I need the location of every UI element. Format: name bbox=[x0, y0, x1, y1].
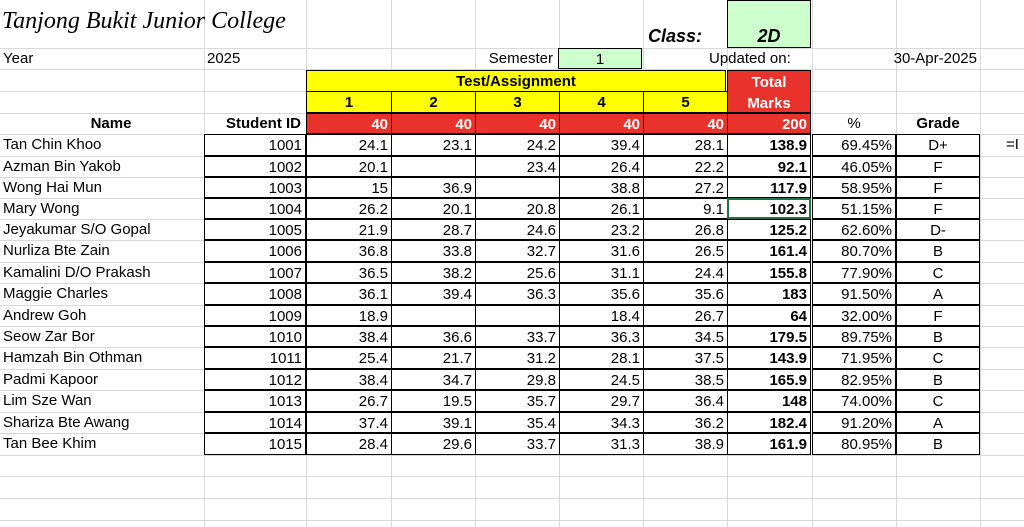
grade-cell[interactable]: B bbox=[896, 326, 980, 347]
score-cell[interactable]: 20.1 bbox=[306, 156, 392, 177]
score-cell[interactable]: 27.2 bbox=[643, 177, 728, 198]
score-cell[interactable]: 37.4 bbox=[306, 412, 392, 433]
total-marks-cell[interactable]: 165.9 bbox=[727, 369, 811, 390]
test-number-cell[interactable]: 5 bbox=[643, 91, 728, 113]
row-gridline bbox=[0, 520, 1024, 521]
score-cell[interactable]: 24.1 bbox=[306, 134, 392, 156]
percentage-cell[interactable]: 80.70% bbox=[812, 240, 896, 262]
column-gridline bbox=[980, 0, 981, 527]
score-cell[interactable]: 26.1 bbox=[559, 198, 644, 219]
score-cell[interactable]: 23.4 bbox=[475, 156, 560, 177]
max-marks-cell[interactable]: 40 bbox=[643, 113, 728, 134]
score-cell[interactable]: 36.3 bbox=[559, 326, 644, 347]
student-id-cell[interactable]: 1008 bbox=[204, 283, 306, 305]
score-cell[interactable]: 23.1 bbox=[391, 134, 476, 156]
total-marks-header[interactable] bbox=[727, 70, 811, 113]
year-label[interactable]: Year bbox=[3, 50, 34, 67]
total-marks-cell[interactable]: 138.9 bbox=[727, 134, 811, 156]
test-assignment-header[interactable]: Test/Assignment bbox=[306, 70, 726, 92]
student-id-cell[interactable]: 1003 bbox=[204, 177, 306, 198]
percentage-cell[interactable]: 51.15% bbox=[812, 198, 896, 219]
score-cell[interactable]: 31.1 bbox=[559, 262, 644, 283]
score-cell[interactable]: 34.7 bbox=[391, 369, 476, 390]
score-cell[interactable]: 20.1 bbox=[391, 198, 476, 219]
student-id-cell[interactable]: 1012 bbox=[204, 369, 306, 390]
percentage-cell[interactable]: 91.50% bbox=[812, 283, 896, 305]
score-cell[interactable] bbox=[391, 305, 476, 326]
total-header-line-2: Marks bbox=[747, 95, 791, 112]
grade-cell[interactable]: C bbox=[896, 347, 980, 369]
total-marks-cell[interactable]: 182.4 bbox=[727, 412, 811, 433]
score-cell[interactable]: 24.2 bbox=[475, 134, 560, 156]
score-cell[interactable]: 36.3 bbox=[475, 283, 560, 305]
total-marks-cell[interactable]: 125.2 bbox=[727, 219, 811, 240]
student-name-cell[interactable]: Kamalini D/O Prakash bbox=[3, 264, 151, 281]
student-id-cell[interactable]: 1014 bbox=[204, 412, 306, 433]
student-name-cell[interactable]: Hamzah Bin Othman bbox=[3, 349, 143, 366]
grade-cell[interactable]: C bbox=[896, 390, 980, 412]
score-cell[interactable]: 28.7 bbox=[391, 219, 476, 240]
student-name-cell[interactable]: Nurliza Bte Zain bbox=[3, 242, 110, 259]
student-id-cell[interactable]: 1010 bbox=[204, 326, 306, 347]
student-name-cell[interactable]: Seow Zar Bor bbox=[3, 328, 95, 345]
score-cell[interactable]: 24.5 bbox=[559, 369, 644, 390]
percentage-cell[interactable]: 74.00% bbox=[812, 390, 896, 412]
score-cell[interactable] bbox=[391, 156, 476, 177]
score-cell[interactable]: 36.5 bbox=[306, 262, 392, 283]
overflow-formula-fragment[interactable]: =I bbox=[1006, 136, 1019, 153]
score-cell[interactable]: 29.6 bbox=[391, 433, 476, 455]
score-cell[interactable]: 29.7 bbox=[559, 390, 644, 412]
row-gridline bbox=[0, 498, 1024, 499]
updated-label[interactable]: Updated on: bbox=[709, 50, 791, 67]
score-cell[interactable]: 36.9 bbox=[391, 177, 476, 198]
score-cell[interactable] bbox=[475, 305, 560, 326]
student-name-cell[interactable]: Maggie Charles bbox=[3, 285, 109, 302]
score-cell[interactable]: 31.2 bbox=[475, 347, 560, 369]
grade-cell[interactable]: B bbox=[896, 240, 980, 262]
class-label[interactable]: Class: bbox=[648, 26, 703, 46]
score-cell[interactable]: 24.6 bbox=[475, 219, 560, 240]
score-cell[interactable]: 36.1 bbox=[306, 283, 392, 305]
score-cell[interactable]: 39.4 bbox=[391, 283, 476, 305]
total-header-line-1: Total bbox=[751, 74, 787, 91]
total-marks-cell[interactable]: 161.4 bbox=[727, 240, 811, 262]
percentage-cell[interactable]: 80.95% bbox=[812, 433, 896, 455]
percentage-cell[interactable]: 69.45% bbox=[812, 134, 896, 156]
total-marks-cell[interactable]: 102.3 bbox=[727, 198, 811, 219]
percent-column-header[interactable]: % bbox=[847, 115, 861, 132]
percentage-cell[interactable]: 46.05% bbox=[812, 156, 896, 177]
total-marks-cell[interactable]: 143.9 bbox=[727, 347, 811, 369]
score-cell[interactable]: 28.4 bbox=[306, 433, 392, 455]
student-name-cell[interactable]: Wong Hai Mun bbox=[3, 179, 102, 196]
student-id-cell[interactable]: 1007 bbox=[204, 262, 306, 283]
total-marks-cell[interactable]: 161.9 bbox=[727, 433, 811, 455]
student-name-cell[interactable]: Azman Bin Yakob bbox=[3, 158, 121, 175]
student-name-cell[interactable]: Jeyakumar S/O Gopal bbox=[3, 221, 151, 238]
grade-cell[interactable]: B bbox=[896, 369, 980, 390]
score-cell[interactable] bbox=[475, 177, 560, 198]
max-marks-cell[interactable]: 40 bbox=[475, 113, 560, 134]
updated-date[interactable]: 30-Apr-2025 bbox=[893, 50, 977, 67]
score-cell[interactable]: 26.8 bbox=[643, 219, 728, 240]
student-id-cell[interactable]: 1009 bbox=[204, 305, 306, 326]
student-name-cell[interactable]: Padmi Kapoor bbox=[3, 371, 99, 388]
score-cell[interactable]: 32.7 bbox=[475, 240, 560, 262]
semester-value-cell[interactable]: 1 bbox=[558, 48, 642, 69]
grade-cell[interactable]: A bbox=[896, 283, 980, 305]
total-max-cell[interactable]: 200 bbox=[727, 113, 811, 134]
student-name-cell[interactable]: Andrew Goh bbox=[3, 307, 87, 324]
percentage-cell[interactable]: 71.95% bbox=[812, 347, 896, 369]
score-cell[interactable]: 26.2 bbox=[306, 198, 392, 219]
score-cell[interactable]: 33.8 bbox=[391, 240, 476, 262]
student-name-cell[interactable]: Shariza Bte Awang bbox=[3, 414, 130, 431]
test-number-cell[interactable]: 4 bbox=[559, 91, 644, 113]
score-cell[interactable]: 23.2 bbox=[559, 219, 644, 240]
score-cell[interactable]: 33.7 bbox=[475, 433, 560, 455]
student-name-cell[interactable]: Tan Bee Khim bbox=[3, 435, 97, 452]
score-cell[interactable]: 28.1 bbox=[559, 347, 644, 369]
student-id-cell[interactable]: 1001 bbox=[204, 134, 306, 156]
score-cell[interactable]: 39.4 bbox=[559, 134, 644, 156]
student-id-column-header[interactable]: Student ID bbox=[226, 115, 301, 132]
class-value-cell[interactable]: 2D bbox=[727, 0, 811, 48]
semester-label[interactable]: Semester bbox=[488, 50, 553, 67]
student-id-cell[interactable]: 1002 bbox=[204, 156, 306, 177]
score-cell[interactable]: 35.4 bbox=[475, 412, 560, 433]
percentage-cell[interactable]: 77.90% bbox=[812, 262, 896, 283]
score-cell[interactable]: 38.9 bbox=[643, 433, 728, 455]
score-cell[interactable]: 9.1 bbox=[643, 198, 728, 219]
percentage-cell[interactable]: 58.95% bbox=[812, 177, 896, 198]
total-marks-cell[interactable]: 183 bbox=[727, 283, 811, 305]
score-cell[interactable]: 39.1 bbox=[391, 412, 476, 433]
total-marks-cell[interactable]: 155.8 bbox=[727, 262, 811, 283]
score-cell[interactable]: 20.8 bbox=[475, 198, 560, 219]
row-gridline bbox=[0, 455, 1024, 456]
grade-column-header[interactable]: Grade bbox=[916, 115, 960, 132]
test-number-cell[interactable]: 2 bbox=[391, 91, 476, 113]
total-marks-cell[interactable]: 148 bbox=[727, 390, 811, 412]
student-id-cell[interactable]: 1005 bbox=[204, 219, 306, 240]
test-number-cell[interactable]: 1 bbox=[306, 91, 392, 113]
student-id-cell[interactable]: 1004 bbox=[204, 198, 306, 219]
max-marks-cell[interactable]: 40 bbox=[559, 113, 644, 134]
score-cell[interactable]: 22.2 bbox=[643, 156, 728, 177]
total-marks-cell[interactable]: 179.5 bbox=[727, 326, 811, 347]
student-id-cell[interactable]: 1011 bbox=[204, 347, 306, 369]
student-name-cell[interactable]: Mary Wong bbox=[3, 200, 80, 217]
grade-cell[interactable]: C bbox=[896, 262, 980, 283]
score-cell[interactable]: 34.3 bbox=[559, 412, 644, 433]
grade-cell[interactable]: F bbox=[896, 156, 980, 177]
score-cell[interactable]: 24.4 bbox=[643, 262, 728, 283]
score-cell[interactable]: 21.9 bbox=[306, 219, 392, 240]
score-cell[interactable]: 26.7 bbox=[643, 305, 728, 326]
score-cell[interactable]: 35.6 bbox=[643, 283, 728, 305]
grade-cell[interactable]: B bbox=[896, 433, 980, 455]
score-cell[interactable]: 18.9 bbox=[306, 305, 392, 326]
row-gridline bbox=[0, 476, 1024, 477]
student-name-cell[interactable]: Tan Chin Khoo bbox=[3, 136, 102, 153]
percentage-cell[interactable]: 89.75% bbox=[812, 326, 896, 347]
student-id-cell[interactable]: 1006 bbox=[204, 240, 306, 262]
percentage-cell[interactable]: 32.00% bbox=[812, 305, 896, 326]
score-cell[interactable]: 15 bbox=[306, 177, 392, 198]
score-cell[interactable]: 26.4 bbox=[559, 156, 644, 177]
student-name-cell[interactable]: Lim Sze Wan bbox=[3, 392, 92, 409]
grade-cell[interactable]: A bbox=[896, 412, 980, 433]
score-cell[interactable]: 29.8 bbox=[475, 369, 560, 390]
score-cell[interactable]: 37.5 bbox=[643, 347, 728, 369]
score-cell[interactable]: 21.7 bbox=[391, 347, 476, 369]
score-cell[interactable]: 18.4 bbox=[559, 305, 644, 326]
score-cell[interactable]: 36.4 bbox=[643, 390, 728, 412]
score-cell[interactable]: 31.3 bbox=[559, 433, 644, 455]
grade-cell[interactable]: D- bbox=[896, 219, 980, 240]
test-number-cell[interactable]: 3 bbox=[475, 91, 560, 113]
score-cell[interactable]: 26.5 bbox=[643, 240, 728, 262]
score-cell[interactable]: 34.5 bbox=[643, 326, 728, 347]
total-marks-cell[interactable]: 92.1 bbox=[727, 156, 811, 177]
percentage-cell[interactable]: 82.95% bbox=[812, 369, 896, 390]
grade-cell[interactable]: F bbox=[896, 305, 980, 326]
max-marks-cell[interactable]: 40 bbox=[306, 113, 392, 134]
score-cell[interactable]: 31.6 bbox=[559, 240, 644, 262]
score-cell[interactable]: 38.4 bbox=[306, 326, 392, 347]
score-cell[interactable]: 36.2 bbox=[643, 412, 728, 433]
student-id-cell[interactable]: 1015 bbox=[204, 433, 306, 455]
student-id-cell[interactable]: 1013 bbox=[204, 390, 306, 412]
name-column-header[interactable]: Name bbox=[90, 115, 132, 132]
total-marks-cell[interactable]: 64 bbox=[727, 305, 811, 326]
percentage-cell[interactable]: 91.20% bbox=[812, 412, 896, 433]
percentage-cell[interactable]: 62.60% bbox=[812, 219, 896, 240]
score-cell[interactable]: 35.7 bbox=[475, 390, 560, 412]
score-cell[interactable]: 36.8 bbox=[306, 240, 392, 262]
score-cell[interactable]: 26.7 bbox=[306, 390, 392, 412]
score-cell[interactable]: 33.7 bbox=[475, 326, 560, 347]
max-marks-cell[interactable]: 40 bbox=[391, 113, 476, 134]
grade-cell[interactable]: D+ bbox=[896, 134, 980, 156]
score-cell[interactable]: 19.5 bbox=[391, 390, 476, 412]
score-cell[interactable]: 36.6 bbox=[391, 326, 476, 347]
score-cell[interactable]: 38.5 bbox=[643, 369, 728, 390]
year-value[interactable]: 2025 bbox=[207, 50, 241, 67]
score-cell[interactable]: 35.6 bbox=[559, 283, 644, 305]
score-cell[interactable]: 25.6 bbox=[475, 262, 560, 283]
college-title[interactable]: Tanjong Bukit Junior College bbox=[2, 8, 286, 34]
grade-cell[interactable]: F bbox=[896, 198, 980, 219]
score-cell[interactable]: 38.2 bbox=[391, 262, 476, 283]
score-cell[interactable]: 38.4 bbox=[306, 369, 392, 390]
score-cell[interactable]: 38.8 bbox=[559, 177, 644, 198]
score-cell[interactable]: 25.4 bbox=[306, 347, 392, 369]
score-cell[interactable]: 28.1 bbox=[643, 134, 728, 156]
grade-cell[interactable]: F bbox=[896, 177, 980, 198]
total-marks-cell[interactable]: 117.9 bbox=[727, 177, 811, 198]
